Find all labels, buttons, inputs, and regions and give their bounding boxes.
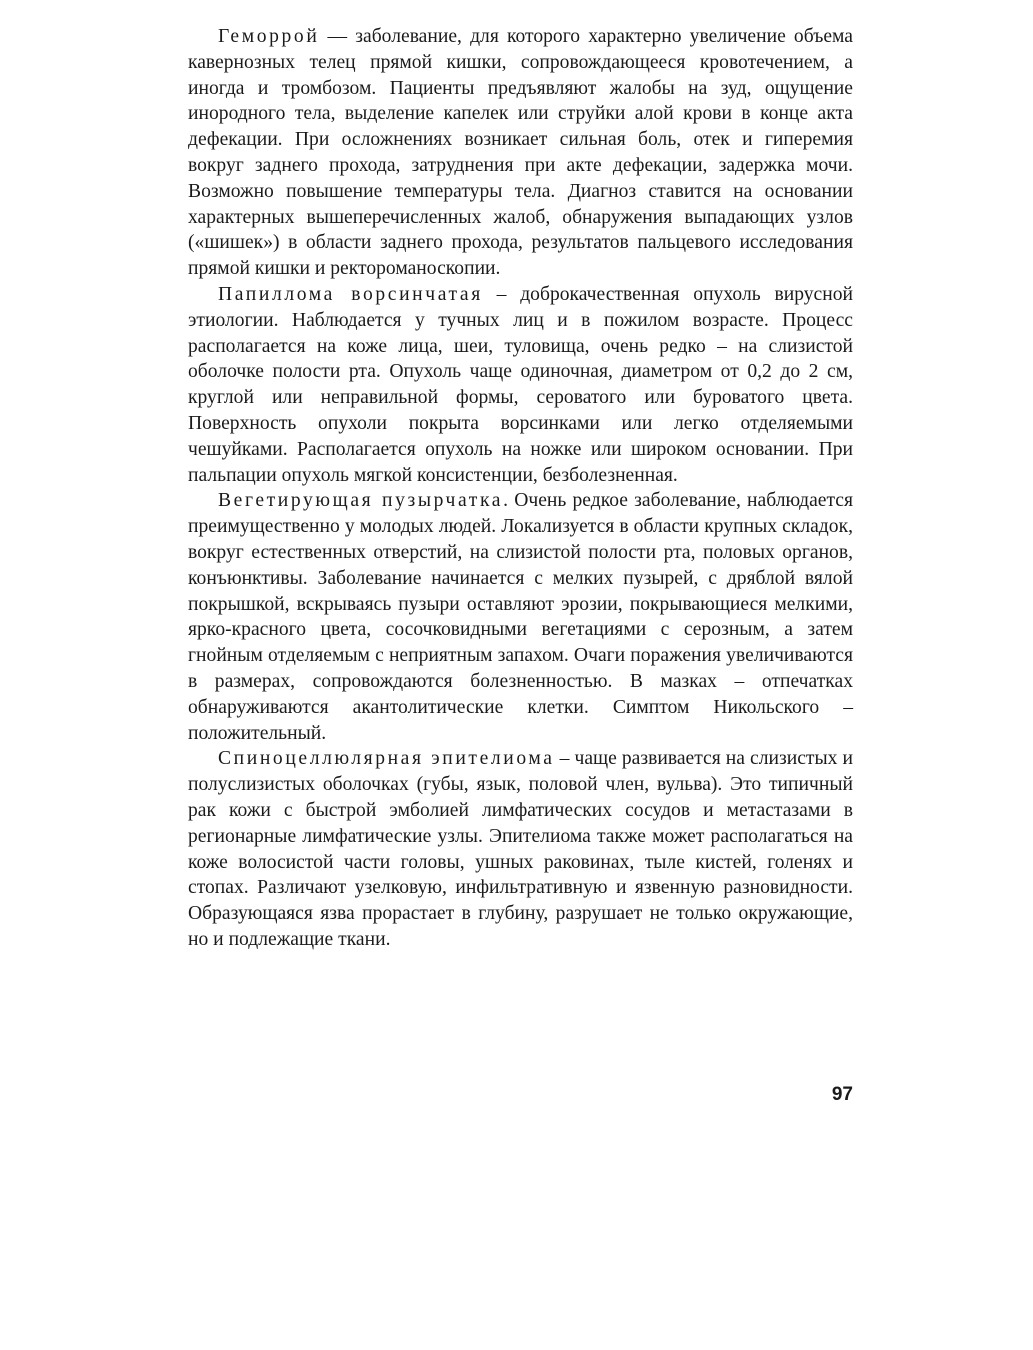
paragraph-pemphigus-text: . Очень редкое заболевание, наблюдается преимущественно у молодых людей. Локализуется в области крупных складок, вокруг естественных отверстий, на слизистой полости рта, половых органов, конъюнктивы. Заболевание начинается с мелких пузырей, с дряблой вялой покрышкой, вскрываясь пузыри оставляют эрозии, покрывающиеся мелкими, ярко-красного цвета, сосочковидными вегетациями с серозным, а затем гнойным отделяемым с неприятным запахом. Очаги поражения увеличиваются в размерах, сопровождаются болезненностью. В мазках – отпечатках обнаруживаются акантолитические клетки. Симптом Никольского – положительный. (188, 490, 854, 744)
paragraph-hemorrhoids-text: — заболевание, для которого характерно увеличение объема кавернозных телец прямой кишки, сопровождающееся кровотечением, а иногда и тромбозом. Пациенты предъявляют жалобы на зуд, ощущение инородного тела, выделение капелек или струйки алой крови в конце акта дефекации. При осложнениях возникает сильная боль, отек и гиперемия вокруг заднего прохода, затруднения при акте дефекации, задержка мочи. Возможно повышение температуры тела. Диагноз ставится на основании характерных вышеперечисленных жалоб, обнаружения выпадающих узлов («шишек») в области заднего прохода, результатов пальцевого исследования прямой кишки и ректороманоскопии. (188, 26, 853, 280)
term-epithelioma: Спиноцеллюлярная эпителиома (218, 748, 555, 770)
term-hemorrhoids: Геморрой (218, 26, 320, 47)
page-number: 97 (831, 1084, 853, 1105)
paragraph-papilloma (188, 282, 853, 488)
term-pemphigus: Вегетирующая пузырчатка (218, 490, 504, 512)
paragraph-epithelioma (188, 746, 853, 952)
paragraph-pemphigus (188, 488, 853, 746)
paragraph-hemorrhoids (188, 24, 853, 282)
paragraph-papilloma-text: – доброкачественная опухоль вирусной этиологии. Наблюдается у тучных лиц и в пожилом возрасте. Процесс располагается на коже лица, шеи, туловища, очень редко – на слизистой оболочке полости рта. Опухоль чаще одиночная, диаметром от 0,2 до 2 см, круглой или неправильной формы, сероватого или буроватого цвета. Поверхность опухоли покрыта ворсинками или легко отделяемыми чешуйками. Располагается опухоль на ножке или широком основании. При пальпации опухоль мягкой консистенции, безболезненная. (188, 283, 853, 486)
page-body (188, 24, 853, 953)
paragraph-epithelioma-text: – чаще развивается на слизистых и полуслизистых оболочках (губы, язык, половой член, вульва). Это типичный рак кожи с быстрой эмболией лимфатических сосудов и метастазами в регионарные лимфатические узлы. Эпителиома также может располагаться на коже волосистой части головы, ушных раковинах, тыле кистей, голенях и стопах. Различают узелковую, инфильтративную и язвенную разновидности. Образующаяся язва прорастает в глубину, разрушает не только окружающие, но и подлежащие ткани. (188, 748, 853, 950)
term-papilloma: Папиллома ворсинчатая (218, 283, 483, 305)
